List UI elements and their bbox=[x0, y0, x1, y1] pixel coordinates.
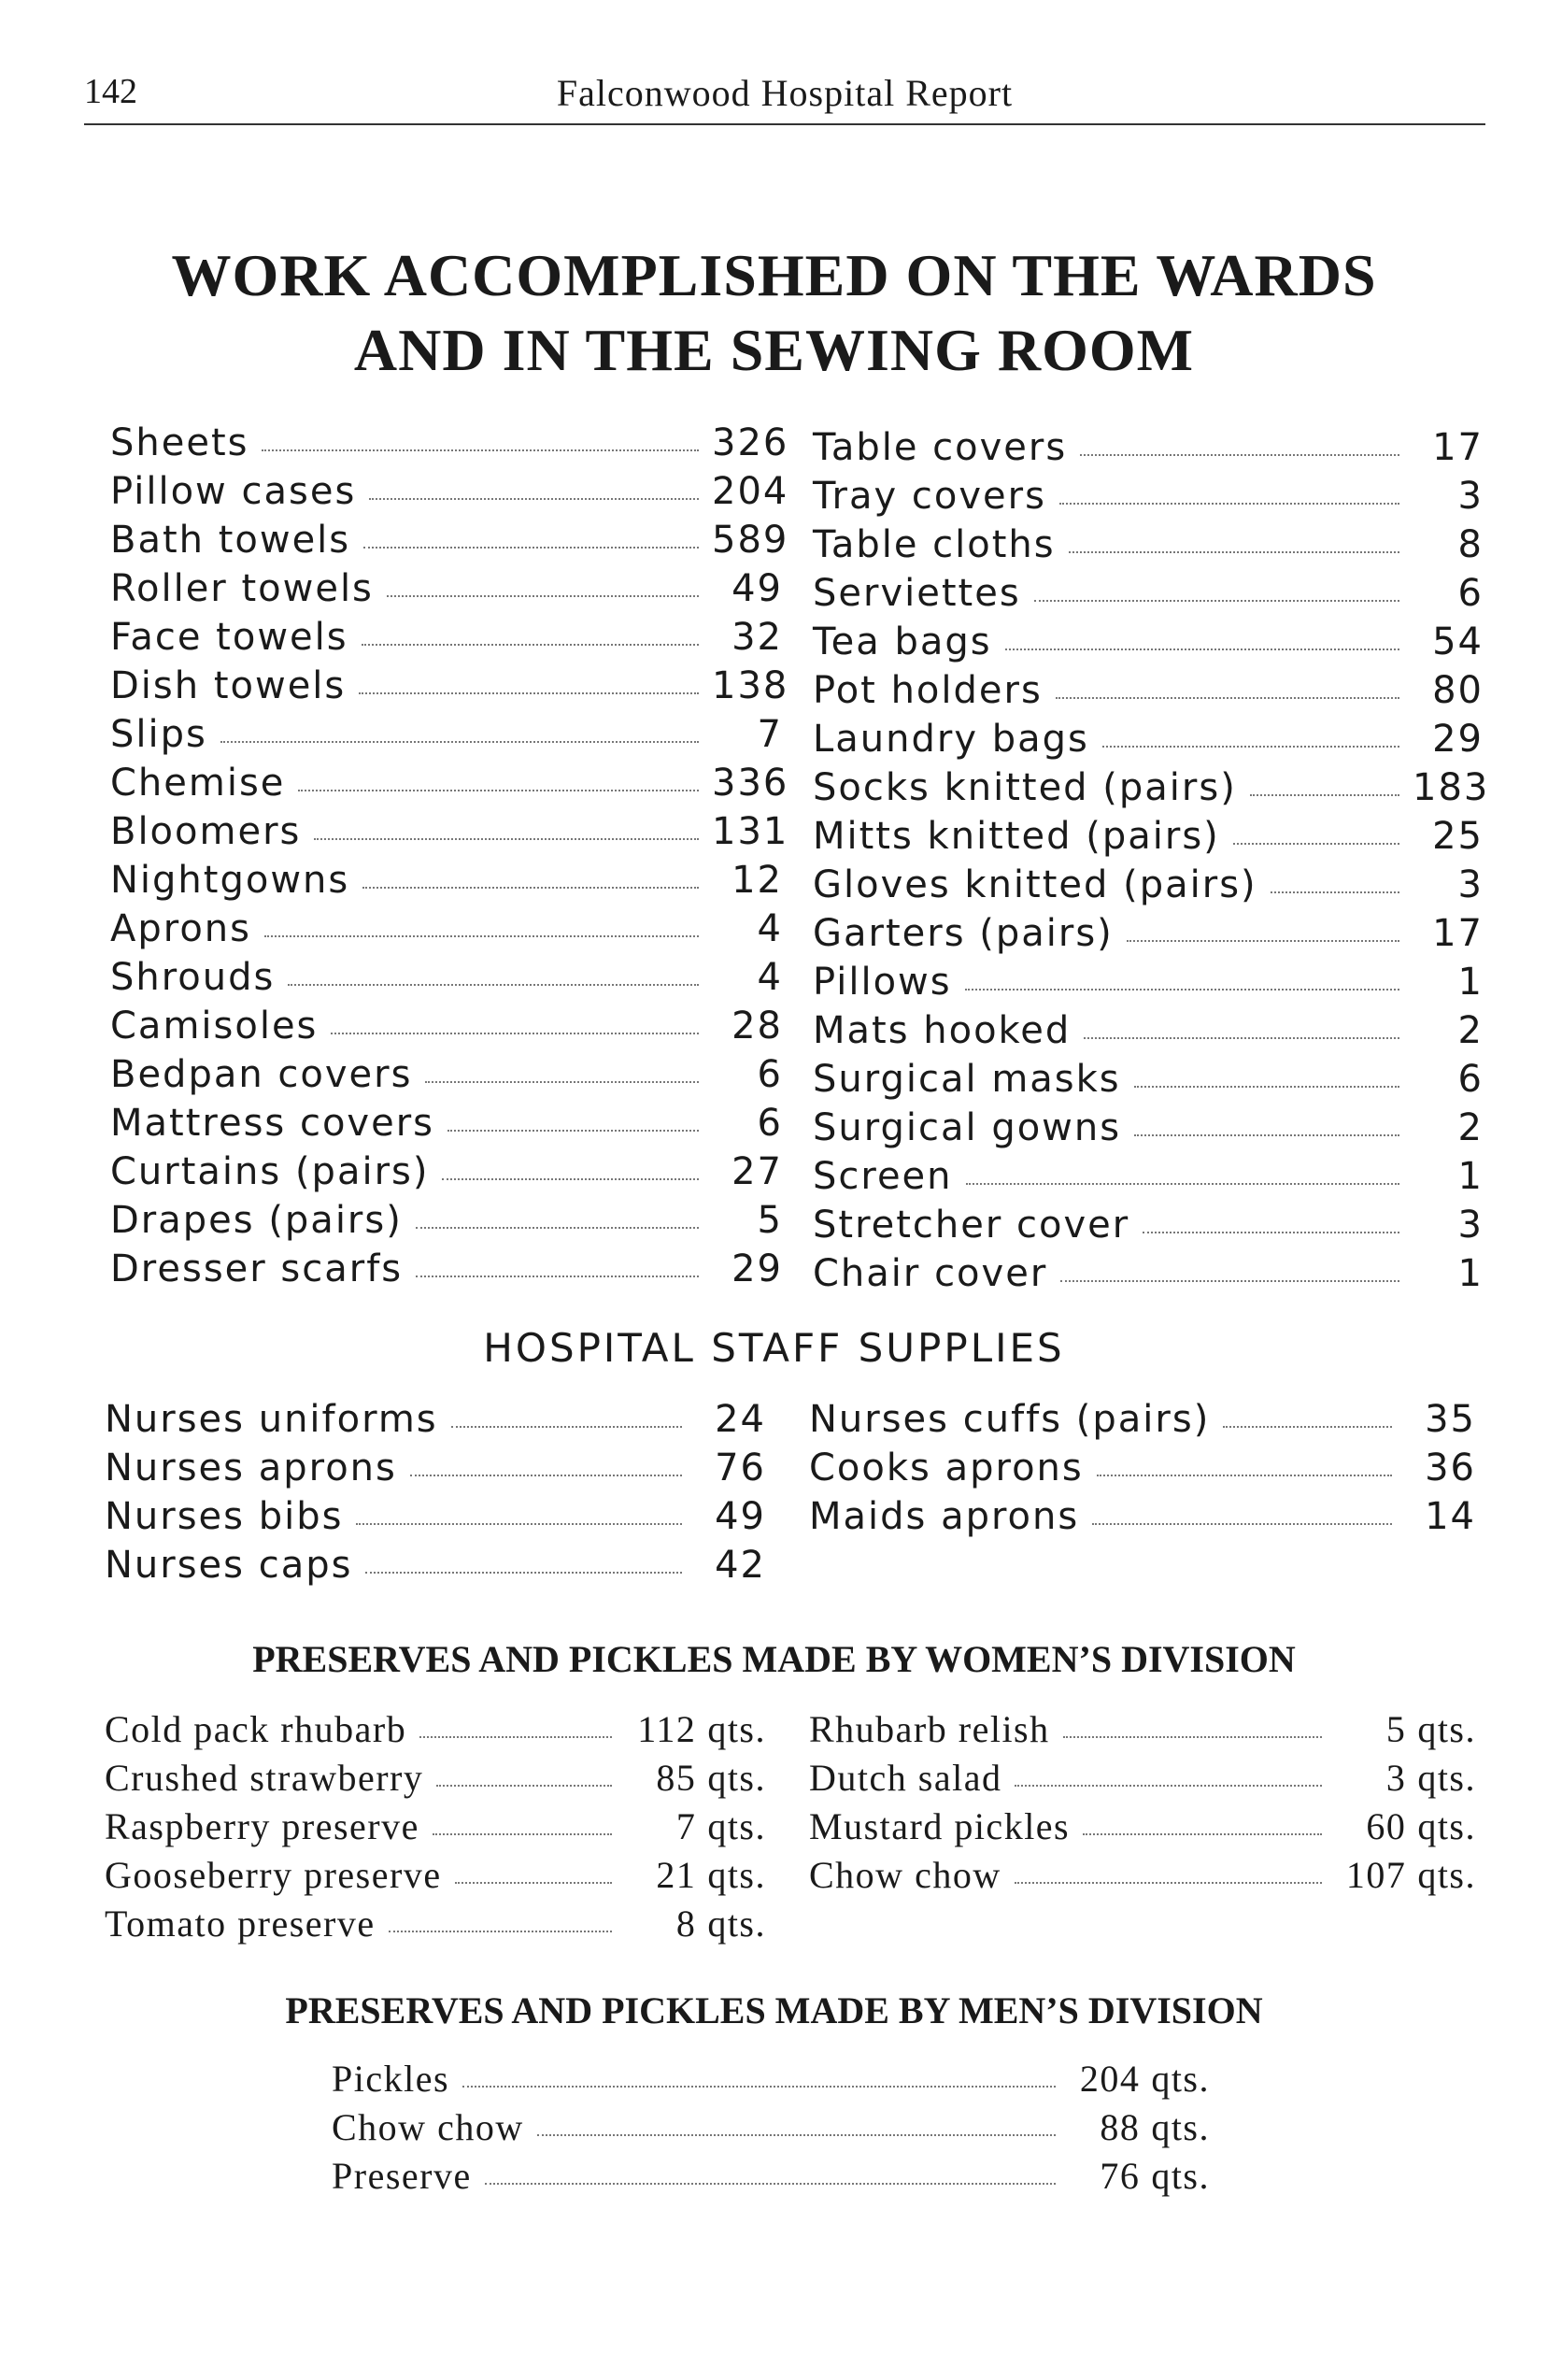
item-value: 88 bbox=[1100, 2106, 1141, 2148]
main-title bbox=[0, 238, 1548, 388]
item-unit: qts. bbox=[707, 1903, 766, 1945]
item-label: Socks knitted (pairs) bbox=[813, 766, 1237, 809]
item-value: 3 bbox=[1385, 1757, 1407, 1799]
list-item bbox=[809, 1489, 1476, 1538]
dot-leader bbox=[462, 2086, 1056, 2088]
sewing-left-column bbox=[110, 416, 789, 1290]
list-item bbox=[105, 1703, 766, 1751]
item-label: Bloomers bbox=[110, 810, 302, 853]
header-rule bbox=[84, 123, 1485, 125]
dot-leader bbox=[1059, 503, 1399, 505]
dot-leader bbox=[419, 1736, 612, 1738]
item-label: Stretcher cover bbox=[813, 1204, 1130, 1247]
item-label: Mustard pickles bbox=[809, 1805, 1071, 1847]
dot-leader bbox=[966, 1183, 1399, 1185]
item-value: 3 bbox=[1457, 863, 1484, 906]
list-item bbox=[809, 1800, 1476, 1848]
dot-leader bbox=[1092, 1523, 1392, 1525]
item-value: 49 bbox=[715, 1495, 766, 1538]
list-item bbox=[332, 2149, 1210, 2198]
list-item bbox=[813, 469, 1484, 518]
list-item bbox=[813, 761, 1490, 809]
item-value: 6 bbox=[1457, 572, 1484, 615]
item-value: 12 bbox=[731, 859, 783, 902]
item-label: Camisoles bbox=[110, 1005, 319, 1047]
item-label: Table cloths bbox=[813, 523, 1056, 566]
item-label: Chemise bbox=[110, 762, 286, 805]
sewing-right-column bbox=[813, 420, 1490, 1295]
item-label: Mitts knitted (pairs) bbox=[813, 815, 1220, 858]
dot-leader bbox=[331, 1033, 699, 1034]
dot-leader bbox=[455, 1882, 613, 1884]
staff-supplies-title: HOSPITAL STAFF SUPPLIES bbox=[483, 1325, 1065, 1371]
item-value: 8 bbox=[675, 1903, 697, 1945]
dot-leader bbox=[369, 498, 699, 500]
item-label: Dish towels bbox=[110, 664, 347, 707]
list-item bbox=[110, 464, 789, 513]
item-unit: qts. bbox=[707, 1757, 766, 1799]
list-item bbox=[105, 1392, 766, 1441]
item-label: Rhubarb relish bbox=[809, 1708, 1050, 1750]
item-label: Gloves knitted (pairs) bbox=[813, 863, 1257, 906]
item-value: 25 bbox=[1432, 815, 1484, 858]
dot-leader bbox=[1233, 843, 1399, 845]
item-unit: qts. bbox=[707, 1805, 766, 1847]
list-item bbox=[110, 1193, 783, 1242]
dot-leader bbox=[1063, 1736, 1323, 1738]
item-label: Roller towels bbox=[110, 567, 374, 610]
item-value: 336 bbox=[712, 762, 789, 805]
dot-leader bbox=[362, 887, 699, 889]
item-label: Dutch salad bbox=[809, 1757, 1002, 1799]
item-value: 60 bbox=[1366, 1805, 1407, 1847]
dot-leader bbox=[1083, 1833, 1322, 1835]
item-value: 107 bbox=[1345, 1854, 1407, 1896]
dot-leader bbox=[1060, 1280, 1399, 1282]
item-value: 54 bbox=[1432, 620, 1484, 663]
dot-leader bbox=[298, 790, 699, 791]
list-item bbox=[110, 756, 789, 805]
item-label: Sheets bbox=[110, 421, 249, 464]
dot-leader bbox=[436, 1785, 612, 1787]
dot-leader bbox=[362, 644, 699, 646]
item-unit: qts. bbox=[707, 1854, 766, 1896]
item-label: Nurses aprons bbox=[105, 1447, 397, 1489]
list-item bbox=[809, 1751, 1476, 1800]
item-unit: qts. bbox=[1417, 1708, 1476, 1750]
dot-leader bbox=[1056, 697, 1399, 699]
list-item bbox=[105, 1441, 766, 1489]
dot-leader bbox=[389, 1931, 613, 1932]
item-value: 7 bbox=[757, 713, 783, 756]
dot-leader bbox=[1005, 648, 1399, 650]
item-label: Chow chow bbox=[809, 1854, 1001, 1896]
list-item bbox=[105, 1800, 766, 1848]
item-value: 17 bbox=[1432, 912, 1484, 955]
item-label: Slips bbox=[110, 713, 207, 756]
item-value: 5 bbox=[757, 1199, 783, 1242]
list-item bbox=[813, 1247, 1484, 1295]
main-title-line2: AND IN THE SEWING ROOM bbox=[353, 317, 1195, 383]
list-item bbox=[110, 805, 789, 853]
main-title-line1: WORK ACCOMPLISHED ON THE WARDS bbox=[171, 242, 1377, 308]
item-unit: qts. bbox=[1417, 1854, 1476, 1896]
item-label: Shrouds bbox=[110, 956, 276, 999]
item-value: 4 bbox=[757, 956, 783, 999]
staff-left-column bbox=[105, 1392, 766, 1587]
dot-leader bbox=[264, 935, 699, 937]
item-value: 589 bbox=[712, 519, 789, 562]
dot-leader bbox=[965, 989, 1399, 990]
list-item bbox=[332, 2101, 1210, 2149]
running-title: Falconwood Hospital Report bbox=[556, 72, 1014, 114]
dot-leader bbox=[1134, 1086, 1399, 1088]
dot-leader bbox=[1015, 1785, 1322, 1787]
item-value: 5 bbox=[1385, 1708, 1407, 1750]
item-label: Pillows bbox=[813, 961, 952, 1004]
item-label: Mattress covers bbox=[110, 1102, 434, 1145]
mens-division-title: PRESERVES AND PICKLES MADE BY MEN’S DIVISION bbox=[285, 1989, 1263, 2031]
item-label: Cooks aprons bbox=[809, 1447, 1084, 1489]
item-label: Garters (pairs) bbox=[813, 912, 1114, 955]
dot-leader bbox=[356, 1523, 682, 1525]
list-item bbox=[110, 999, 783, 1047]
list-item bbox=[809, 1392, 1476, 1441]
item-value: 4 bbox=[757, 907, 783, 950]
dot-leader bbox=[387, 595, 699, 597]
list-item bbox=[110, 416, 789, 464]
item-value: 7 bbox=[675, 1805, 697, 1847]
dot-leader bbox=[442, 1178, 699, 1180]
dot-leader bbox=[433, 1833, 612, 1835]
list-item bbox=[813, 809, 1484, 858]
item-value: 131 bbox=[712, 810, 789, 853]
dot-leader bbox=[1223, 1426, 1392, 1428]
item-label: Pillow cases bbox=[110, 470, 357, 513]
item-label: Chair cover bbox=[813, 1252, 1048, 1295]
item-value: 3 bbox=[1457, 475, 1484, 518]
list-item bbox=[110, 1145, 783, 1193]
list-item bbox=[809, 1441, 1476, 1489]
item-value: 27 bbox=[731, 1150, 783, 1193]
item-label: Nurses uniforms bbox=[105, 1398, 438, 1441]
item-label: Serviettes bbox=[813, 572, 1021, 615]
list-item bbox=[110, 1242, 783, 1290]
item-label: Drapes (pairs) bbox=[110, 1199, 403, 1242]
item-value: 2 bbox=[1457, 1009, 1484, 1052]
item-value: 138 bbox=[712, 664, 789, 707]
list-item bbox=[813, 615, 1484, 663]
dot-leader bbox=[314, 838, 699, 840]
item-label: Crushed strawberry bbox=[105, 1757, 424, 1799]
list-item bbox=[813, 566, 1484, 615]
list-item bbox=[813, 420, 1484, 469]
dot-leader bbox=[1097, 1475, 1392, 1476]
item-label: Nightgowns bbox=[110, 859, 350, 902]
dot-leader bbox=[1134, 1134, 1399, 1136]
item-value: 76 bbox=[1100, 2155, 1141, 2197]
item-value: 21 bbox=[656, 1854, 697, 1896]
item-value: 32 bbox=[731, 616, 783, 659]
item-label: Tea bags bbox=[813, 620, 992, 663]
list-item bbox=[813, 518, 1484, 566]
item-value: 49 bbox=[731, 567, 783, 610]
list-item bbox=[813, 1149, 1484, 1198]
list-item bbox=[110, 950, 783, 999]
item-label: Nurses caps bbox=[105, 1544, 353, 1587]
item-label: Chow chow bbox=[332, 2106, 524, 2148]
item-label: Nurses bibs bbox=[105, 1495, 344, 1538]
item-value: 6 bbox=[757, 1102, 783, 1145]
list-item bbox=[110, 707, 783, 756]
item-label: Tray covers bbox=[813, 475, 1046, 518]
item-label: Pickles bbox=[332, 2058, 450, 2100]
item-unit: qts. bbox=[1151, 2155, 1210, 2197]
dot-leader bbox=[288, 984, 699, 986]
item-value: 28 bbox=[731, 1005, 783, 1047]
list-item bbox=[105, 1848, 766, 1897]
dot-leader bbox=[451, 1426, 682, 1428]
item-unit: qts. bbox=[1151, 2058, 1210, 2100]
item-unit: qts. bbox=[707, 1708, 766, 1750]
list-item bbox=[813, 1052, 1484, 1101]
list-item bbox=[110, 562, 783, 610]
item-label: Dresser scarfs bbox=[110, 1247, 404, 1290]
item-label: Maids aprons bbox=[809, 1495, 1080, 1538]
item-label: Gooseberry preserve bbox=[105, 1854, 442, 1896]
dot-leader bbox=[365, 1572, 682, 1574]
list-item bbox=[105, 1489, 766, 1538]
item-label: Nurses cuffs (pairs) bbox=[809, 1398, 1211, 1441]
item-unit: qts. bbox=[1417, 1757, 1476, 1799]
item-label: Surgical masks bbox=[813, 1058, 1121, 1101]
dot-leader bbox=[1271, 891, 1399, 893]
list-item bbox=[110, 1096, 783, 1145]
item-value: 183 bbox=[1413, 766, 1490, 809]
dot-leader bbox=[1102, 746, 1399, 748]
item-label: Bedpan covers bbox=[110, 1053, 413, 1096]
list-item bbox=[813, 955, 1484, 1004]
list-item bbox=[110, 853, 783, 902]
dot-leader bbox=[425, 1081, 699, 1083]
item-unit: qts. bbox=[1151, 2106, 1210, 2148]
list-item bbox=[813, 858, 1484, 906]
dot-leader bbox=[410, 1475, 682, 1476]
list-item bbox=[105, 1538, 766, 1587]
item-value: 36 bbox=[1425, 1447, 1476, 1489]
dot-leader bbox=[1015, 1882, 1323, 1884]
item-value: 204 bbox=[712, 470, 789, 513]
dot-leader bbox=[485, 2183, 1057, 2185]
list-item bbox=[809, 1848, 1476, 1897]
page-number: 142 bbox=[84, 72, 137, 111]
dot-leader bbox=[416, 1227, 699, 1229]
item-value: 35 bbox=[1425, 1398, 1476, 1441]
item-value: 17 bbox=[1432, 426, 1484, 469]
item-value: 14 bbox=[1425, 1495, 1476, 1538]
item-label: Bath towels bbox=[110, 519, 351, 562]
item-value: 112 bbox=[637, 1708, 697, 1750]
list-item bbox=[110, 513, 789, 562]
item-value: 80 bbox=[1432, 669, 1484, 712]
item-value: 2 bbox=[1457, 1106, 1484, 1149]
item-label: Preserve bbox=[332, 2155, 472, 2197]
page-header bbox=[84, 65, 1485, 131]
dot-leader bbox=[220, 741, 699, 743]
item-label: Aprons bbox=[110, 907, 251, 950]
dot-leader bbox=[1084, 1037, 1399, 1039]
item-value: 29 bbox=[1432, 718, 1484, 761]
list-item bbox=[105, 1897, 766, 1945]
staff-right-column bbox=[809, 1392, 1476, 1538]
mens-column bbox=[332, 2052, 1210, 2198]
dot-leader bbox=[1143, 1232, 1399, 1233]
item-label: Curtains (pairs) bbox=[110, 1150, 430, 1193]
item-value: 6 bbox=[1457, 1058, 1484, 1101]
dot-leader bbox=[537, 2134, 1057, 2136]
dot-leader bbox=[1069, 551, 1399, 553]
list-item bbox=[332, 2052, 1210, 2101]
list-item bbox=[809, 1703, 1476, 1751]
womens-left-column bbox=[105, 1703, 766, 1945]
item-label: Tomato preserve bbox=[105, 1903, 376, 1945]
item-label: Face towels bbox=[110, 616, 348, 659]
item-value: 76 bbox=[715, 1447, 766, 1489]
item-label: Cold pack rhubarb bbox=[105, 1708, 407, 1750]
list-item bbox=[110, 1047, 783, 1096]
item-value: 1 bbox=[1457, 961, 1484, 1004]
dot-leader bbox=[1080, 454, 1399, 456]
item-label: Surgical gowns bbox=[813, 1106, 1122, 1149]
dot-leader bbox=[1127, 940, 1399, 942]
dot-leader bbox=[359, 692, 699, 694]
dot-leader bbox=[447, 1130, 699, 1132]
item-value: 85 bbox=[656, 1757, 697, 1799]
item-label: Mats hooked bbox=[813, 1009, 1072, 1052]
list-item bbox=[813, 712, 1484, 761]
list-item bbox=[813, 663, 1484, 712]
item-label: Laundry bags bbox=[813, 718, 1089, 761]
womens-right-column bbox=[809, 1703, 1476, 1897]
dot-leader bbox=[1034, 600, 1399, 602]
list-item bbox=[105, 1751, 766, 1800]
item-value: 204 bbox=[1079, 2058, 1141, 2100]
dot-leader bbox=[416, 1276, 699, 1277]
item-value: 1 bbox=[1457, 1252, 1484, 1295]
list-item bbox=[813, 1004, 1484, 1052]
list-item bbox=[813, 1101, 1484, 1149]
item-value: 6 bbox=[757, 1053, 783, 1096]
womens-division-title: PRESERVES AND PICKLES MADE BY WOMEN’S DIVISION bbox=[252, 1638, 1296, 1680]
item-label: Screen bbox=[813, 1155, 953, 1198]
dot-leader bbox=[262, 449, 699, 451]
item-unit: qts. bbox=[1417, 1805, 1476, 1847]
list-item bbox=[813, 1198, 1484, 1247]
item-value: 1 bbox=[1457, 1155, 1484, 1198]
item-value: 8 bbox=[1457, 523, 1484, 566]
dot-leader bbox=[363, 547, 699, 549]
item-value: 24 bbox=[715, 1398, 766, 1441]
list-item bbox=[110, 902, 783, 950]
list-item bbox=[813, 906, 1484, 955]
item-label: Pot holders bbox=[813, 669, 1043, 712]
item-value: 29 bbox=[731, 1247, 783, 1290]
item-label: Raspberry preserve bbox=[105, 1805, 419, 1847]
list-item bbox=[110, 659, 789, 707]
item-value: 3 bbox=[1457, 1204, 1484, 1247]
item-value: 42 bbox=[715, 1544, 766, 1587]
item-value: 326 bbox=[712, 421, 789, 464]
list-item bbox=[110, 610, 783, 659]
dot-leader bbox=[1250, 794, 1399, 796]
item-label: Table covers bbox=[813, 426, 1068, 469]
